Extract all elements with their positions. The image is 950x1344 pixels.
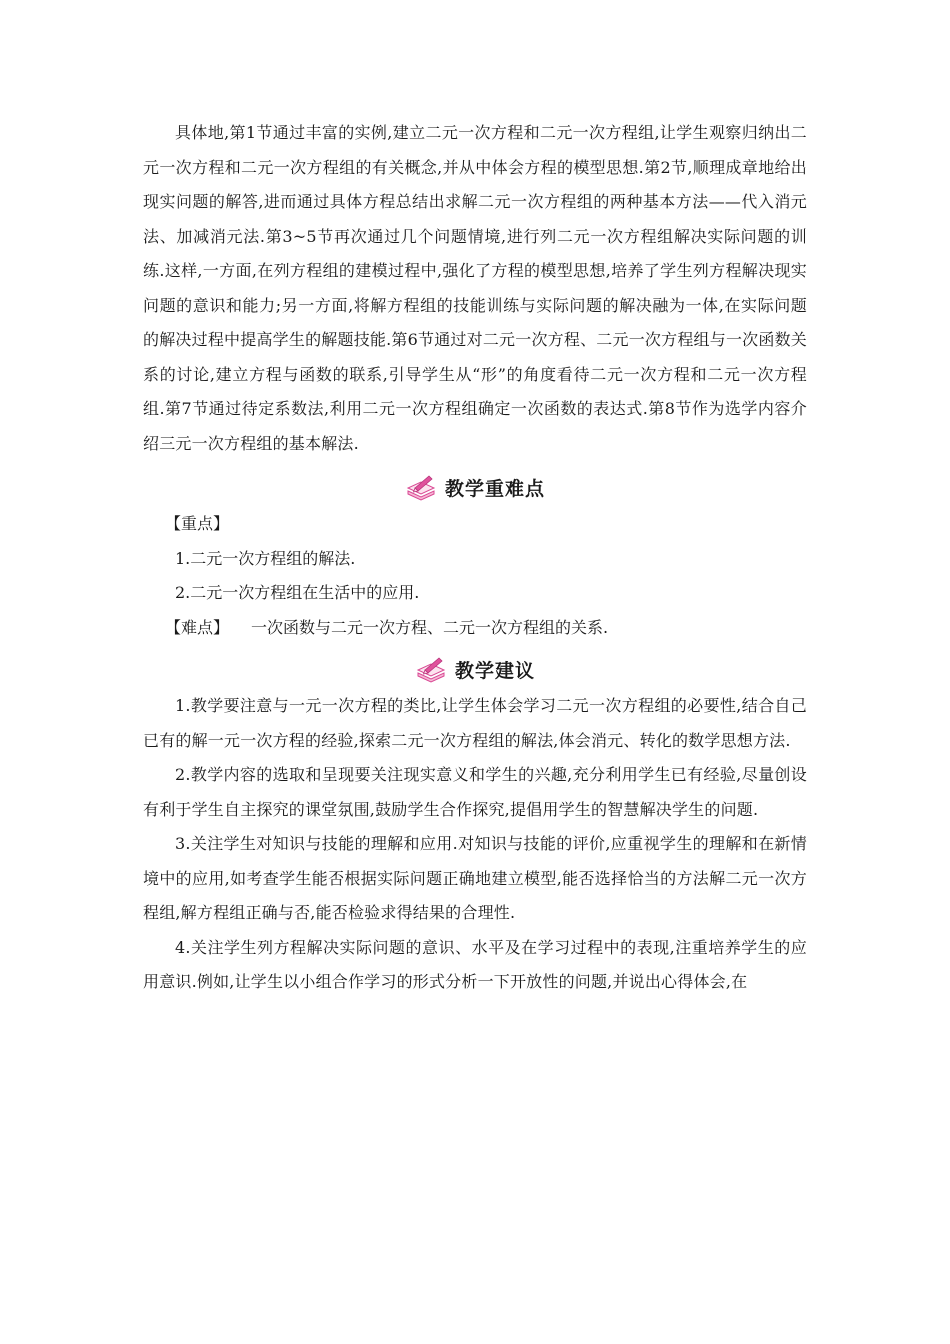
difficulty-label: 【难点】 bbox=[165, 617, 230, 637]
book-pencil-icon bbox=[405, 473, 437, 501]
focus-label: 【重点】 bbox=[165, 514, 230, 533]
suggestions-title: 教学建议 bbox=[454, 659, 535, 682]
suggestion-item: 4.关注学生列方程解决实际问题的意识、水平及在学习过程中的表现,注重培养学生的应用意识.例如,让学生以小组合作学习的形式分析一下开放性的问题,并说出心得体会,在 bbox=[143, 937, 807, 991]
difficulty-line bbox=[143, 611, 807, 646]
suggestions-heading bbox=[143, 649, 807, 689]
focus-item: 2.二元一次方程组在生活中的应用. bbox=[175, 583, 420, 602]
difficulty-text: 一次函数与二元一次方程、二元一次方程组的关系. bbox=[251, 617, 609, 637]
focus-item: 1.二元一次方程组的解法. bbox=[175, 548, 356, 568]
key-points-title: 教学重难点 bbox=[444, 477, 545, 500]
suggestion-item: 3.关注学生对知识与技能的理解和应用.对知识与技能的评价,应重视学生的理解和在新情境中的应用,如考查学生能否根据实际问题正确地建立模型,能否选择恰当的方法解二元一次方程组,解方程组正确与否,能否检验求得结果的合理性. bbox=[143, 834, 807, 922]
document-page bbox=[143, 116, 807, 1000]
intro-paragraph: 具体地,第1节通过丰富的实例,建立二元一次方程和二元一次方程组,让学生观察归纳出二元一次方程和二元一次方程组的有关概念,并从中体会方程的模型思想.第2节,顺理成章地给出现实问题的解答,进而通过具体方程总结出求解二元一次方程组的两种基本方法——代入消元法、加减消元法.第3~5节再次通过几个问题情境,进行列二元一次方程组解决实际问题的训练.这样,一方面,在列方程组的建模过程中,强化了方程的模型思想,培养了学生列方程解决现实问题的意识和能力;另一方面,将解方程组的技能训练与实际问题的解决融为一体,在实际问题的解决过程中提高学生的解题技能.第6节通过对二元一次方程、二元一次方程组与一次函数关系的讨论,建立方程与函数的联系,引导学生从“形”的角度看待二元一次方程和二元一次方程组.第7节通过待定系数法,利用二元一次方程组确定一次函数的表达式.第8节作为选学内容介绍三元一次方程组的基本解法. bbox=[143, 123, 807, 453]
suggestion-item: 1.教学要注意与一元一次方程的类比,让学生体会学习二元一次方程组的必要性,结合自己已有的解一元一次方程的经验,探索二元一次方程组的解法,体会消元、转化的数学思想方法. bbox=[143, 696, 807, 750]
book-pencil-icon bbox=[415, 655, 447, 683]
key-points-heading bbox=[143, 467, 807, 507]
suggestion-item: 2.教学内容的选取和呈现要关注现实意义和学生的兴趣,充分利用学生已有经验,尽量创设有利于学生自主探究的课堂氛围,鼓励学生合作探究,提倡用学生的智慧解决学生的问题. bbox=[143, 765, 807, 819]
